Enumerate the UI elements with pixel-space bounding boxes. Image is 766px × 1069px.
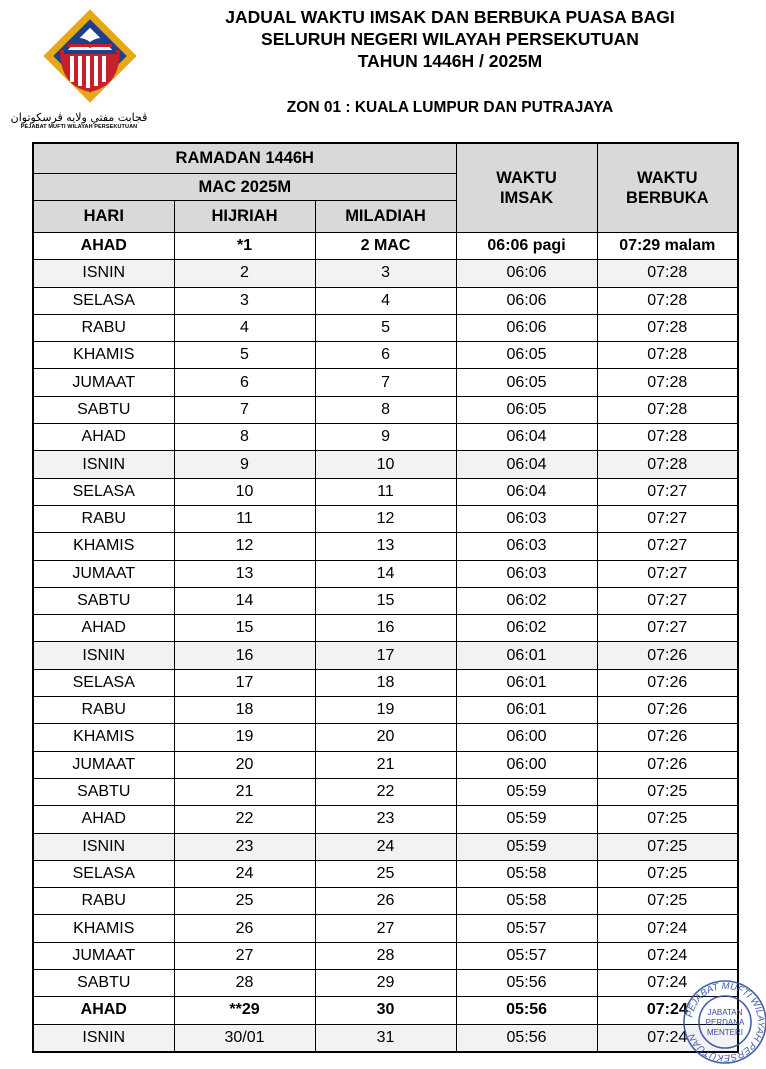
cell-hijri: *1 bbox=[174, 233, 315, 260]
cell-imsak: 05:56 bbox=[456, 997, 597, 1024]
cell-gregorian: 23 bbox=[315, 806, 456, 833]
cell-imsak: 06:04 bbox=[456, 424, 597, 451]
cell-gregorian: 7 bbox=[315, 369, 456, 396]
cell-hijri: 25 bbox=[174, 888, 315, 915]
cell-gregorian: 9 bbox=[315, 424, 456, 451]
cell-imsak: 06:01 bbox=[456, 642, 597, 669]
cell-imsak: 05:58 bbox=[456, 888, 597, 915]
cell-day: KHAMIS bbox=[33, 533, 174, 560]
cell-imsak: 05:59 bbox=[456, 778, 597, 805]
cell-berbuka: 07:26 bbox=[597, 724, 738, 751]
cell-day: RABU bbox=[33, 505, 174, 532]
cell-berbuka: 07:27 bbox=[597, 615, 738, 642]
cell-day: SELASA bbox=[33, 287, 174, 314]
cell-imsak: 06:05 bbox=[456, 369, 597, 396]
cell-berbuka: 07:25 bbox=[597, 888, 738, 915]
cell-berbuka: 07:26 bbox=[597, 751, 738, 778]
cell-hijri: 8 bbox=[174, 424, 315, 451]
cell-day: KHAMIS bbox=[33, 724, 174, 751]
cell-day: KHAMIS bbox=[33, 915, 174, 942]
table-row bbox=[33, 997, 738, 1024]
cell-day: RABU bbox=[33, 697, 174, 724]
cell-imsak: 06:06 bbox=[456, 260, 597, 287]
cell-hijri: 4 bbox=[174, 314, 315, 341]
header-berbuka-line1: WAKTU bbox=[637, 169, 698, 187]
cell-day: SELASA bbox=[33, 860, 174, 887]
table-row bbox=[33, 505, 738, 532]
cell-gregorian: 29 bbox=[315, 970, 456, 997]
cell-hijri: 18 bbox=[174, 697, 315, 724]
stamp-line-1: JABATAN bbox=[707, 1008, 743, 1017]
official-stamp bbox=[683, 975, 766, 1069]
cell-day: AHAD bbox=[33, 424, 174, 451]
logo-subtitle: PEJABAT MUFTI WILAYAH PERSEKUTUAN bbox=[20, 124, 138, 130]
title-line-2: SELURUH NEGERI WILAYAH PERSEKUTUAN bbox=[261, 29, 639, 49]
cell-hijri: 13 bbox=[174, 560, 315, 587]
table-row bbox=[33, 451, 738, 478]
table-row bbox=[33, 669, 738, 696]
header-gregorian-month: MAC 2025M bbox=[33, 174, 456, 201]
cell-day: SELASA bbox=[33, 669, 174, 696]
cell-imsak: 05:56 bbox=[456, 1024, 597, 1052]
cell-hijri: 10 bbox=[174, 478, 315, 505]
cell-hijri: 22 bbox=[174, 806, 315, 833]
cell-gregorian: 20 bbox=[315, 724, 456, 751]
cell-gregorian: 22 bbox=[315, 778, 456, 805]
cell-hijri: 21 bbox=[174, 778, 315, 805]
mufti-office-logo bbox=[30, 4, 150, 110]
cell-gregorian: 31 bbox=[315, 1024, 456, 1052]
cell-hijri: 20 bbox=[174, 751, 315, 778]
cell-hijri: 9 bbox=[174, 451, 315, 478]
cell-gregorian: 30 bbox=[315, 997, 456, 1024]
imsak-berbuka-table bbox=[32, 142, 739, 1053]
cell-imsak: 05:57 bbox=[456, 915, 597, 942]
zone-heading: ZON 01 : KUALA LUMPUR DAN PUTRAJAYA bbox=[286, 99, 614, 116]
header-day: HARI bbox=[33, 201, 174, 233]
cell-gregorian: 2 MAC bbox=[315, 233, 456, 260]
table-row bbox=[33, 806, 738, 833]
cell-day: JUMAAT bbox=[33, 942, 174, 969]
cell-gregorian: 19 bbox=[315, 697, 456, 724]
cell-gregorian: 3 bbox=[315, 260, 456, 287]
cell-hijri: 6 bbox=[174, 369, 315, 396]
table-row bbox=[33, 697, 738, 724]
cell-berbuka: 07:27 bbox=[597, 587, 738, 614]
cell-hijri: 3 bbox=[174, 287, 315, 314]
cell-hijri: 11 bbox=[174, 505, 315, 532]
cell-gregorian: 6 bbox=[315, 342, 456, 369]
cell-gregorian: 16 bbox=[315, 615, 456, 642]
cell-imsak: 06:06 bbox=[456, 287, 597, 314]
header-gregorian: MILADIAH bbox=[315, 201, 456, 233]
cell-berbuka: 07:27 bbox=[597, 505, 738, 532]
cell-day: JUMAAT bbox=[33, 560, 174, 587]
cell-imsak: 06:06 pagi bbox=[456, 233, 597, 260]
cell-day: ISNIN bbox=[33, 1024, 174, 1052]
cell-gregorian: 18 bbox=[315, 669, 456, 696]
cell-gregorian: 11 bbox=[315, 478, 456, 505]
table-row bbox=[33, 478, 738, 505]
table-row bbox=[33, 396, 738, 423]
header-imsak-line2: IMSAK bbox=[499, 189, 554, 207]
cell-imsak: 06:05 bbox=[456, 396, 597, 423]
cell-day: AHAD bbox=[33, 233, 174, 260]
cell-berbuka: 07:28 bbox=[597, 342, 738, 369]
title-line-3: TAHUN 1446H / 2025M bbox=[357, 51, 543, 71]
table-row bbox=[33, 587, 738, 614]
cell-gregorian: 17 bbox=[315, 642, 456, 669]
cell-day: SELASA bbox=[33, 478, 174, 505]
cell-day: KHAMIS bbox=[33, 342, 174, 369]
table-row bbox=[33, 287, 738, 314]
table-row bbox=[33, 942, 738, 969]
stamp-line-3: MENTERI bbox=[707, 1028, 743, 1037]
cell-day: ISNIN bbox=[33, 642, 174, 669]
cell-day: AHAD bbox=[33, 615, 174, 642]
cell-day: SABTU bbox=[33, 396, 174, 423]
cell-day: JUMAAT bbox=[33, 369, 174, 396]
cell-hijri: 28 bbox=[174, 970, 315, 997]
cell-berbuka: 07:24 bbox=[597, 915, 738, 942]
cell-berbuka: 07:25 bbox=[597, 806, 738, 833]
cell-berbuka: 07:27 bbox=[597, 533, 738, 560]
cell-berbuka: 07:27 bbox=[597, 560, 738, 587]
table-row bbox=[33, 888, 738, 915]
cell-hijri: 30/01 bbox=[174, 1024, 315, 1052]
cell-imsak: 06:00 bbox=[456, 751, 597, 778]
cell-berbuka: 07:28 bbox=[597, 369, 738, 396]
cell-gregorian: 5 bbox=[315, 314, 456, 341]
cell-imsak: 06:02 bbox=[456, 615, 597, 642]
table-row bbox=[33, 369, 738, 396]
cell-berbuka: 07:28 bbox=[597, 314, 738, 341]
cell-imsak: 06:03 bbox=[456, 533, 597, 560]
stamp-ring-text: PEJABAT MUFTI WILAYAH PERSEKUTUAN bbox=[684, 980, 766, 1064]
cell-imsak: 06:02 bbox=[456, 587, 597, 614]
header-berbuka bbox=[597, 143, 738, 233]
table-row bbox=[33, 424, 738, 451]
stamp-line-2: PERDANA bbox=[705, 1018, 745, 1027]
cell-berbuka: 07:26 bbox=[597, 642, 738, 669]
cell-gregorian: 25 bbox=[315, 860, 456, 887]
table-row bbox=[33, 751, 738, 778]
cell-imsak: 06:01 bbox=[456, 669, 597, 696]
cell-imsak: 06:04 bbox=[456, 478, 597, 505]
cell-berbuka: 07:28 bbox=[597, 260, 738, 287]
cell-berbuka: 07:28 bbox=[597, 451, 738, 478]
cell-berbuka: 07:28 bbox=[597, 396, 738, 423]
table-row bbox=[33, 778, 738, 805]
cell-day: RABU bbox=[33, 888, 174, 915]
cell-day: SABTU bbox=[33, 778, 174, 805]
logo-jawi-text: ڤجابت مفتي ولايه ڤرسكوتوان bbox=[10, 111, 148, 124]
cell-berbuka: 07:26 bbox=[597, 669, 738, 696]
cell-hijri: 24 bbox=[174, 860, 315, 887]
cell-imsak: 06:01 bbox=[456, 697, 597, 724]
cell-berbuka: 07:25 bbox=[597, 833, 738, 860]
table-row bbox=[33, 642, 738, 669]
cell-hijri: 12 bbox=[174, 533, 315, 560]
logo-caption bbox=[4, 112, 154, 131]
cell-imsak: 06:00 bbox=[456, 724, 597, 751]
table-row bbox=[33, 833, 738, 860]
cell-berbuka: 07:26 bbox=[597, 697, 738, 724]
cell-hijri: 2 bbox=[174, 260, 315, 287]
cell-berbuka: 07:24 bbox=[597, 970, 738, 997]
table-row bbox=[33, 533, 738, 560]
header-berbuka-line2: BERBUKA bbox=[626, 189, 709, 207]
cell-imsak: 05:59 bbox=[456, 833, 597, 860]
cell-day: ISNIN bbox=[33, 833, 174, 860]
table-row bbox=[33, 560, 738, 587]
cell-imsak: 06:04 bbox=[456, 451, 597, 478]
cell-hijri: 23 bbox=[174, 833, 315, 860]
cell-hijri: 17 bbox=[174, 669, 315, 696]
cell-day: JUMAAT bbox=[33, 751, 174, 778]
header-imsak bbox=[456, 143, 597, 233]
page-title bbox=[150, 6, 750, 72]
cell-hijri: 5 bbox=[174, 342, 315, 369]
cell-berbuka: 07:25 bbox=[597, 778, 738, 805]
cell-berbuka: 07:29 malam bbox=[597, 233, 738, 260]
cell-berbuka: 07:24 bbox=[597, 942, 738, 969]
cell-hijri: 15 bbox=[174, 615, 315, 642]
cell-hijri: **29 bbox=[174, 997, 315, 1024]
cell-berbuka: 07:28 bbox=[597, 287, 738, 314]
cell-day: ISNIN bbox=[33, 260, 174, 287]
header-imsak-line1: WAKTU bbox=[496, 169, 557, 187]
title-line-1: JADUAL WAKTU IMSAK DAN BERBUKA PUASA BAGI bbox=[225, 7, 675, 27]
table-row bbox=[33, 314, 738, 341]
cell-gregorian: 10 bbox=[315, 451, 456, 478]
cell-gregorian: 4 bbox=[315, 287, 456, 314]
table-row bbox=[33, 860, 738, 887]
table-row bbox=[33, 233, 738, 260]
header-hijri-month: RAMADAN 1446H bbox=[33, 143, 456, 174]
cell-berbuka: 07:24 bbox=[597, 997, 738, 1024]
cell-day: AHAD bbox=[33, 806, 174, 833]
cell-berbuka: 07:24 bbox=[597, 1024, 738, 1052]
cell-imsak: 06:03 bbox=[456, 560, 597, 587]
table-row bbox=[33, 724, 738, 751]
cell-imsak: 06:03 bbox=[456, 505, 597, 532]
cell-imsak: 06:05 bbox=[456, 342, 597, 369]
cell-gregorian: 14 bbox=[315, 560, 456, 587]
table-row bbox=[33, 615, 738, 642]
cell-hijri: 27 bbox=[174, 942, 315, 969]
cell-gregorian: 26 bbox=[315, 888, 456, 915]
cell-gregorian: 8 bbox=[315, 396, 456, 423]
cell-day: AHAD bbox=[33, 997, 174, 1024]
cell-gregorian: 13 bbox=[315, 533, 456, 560]
cell-imsak: 06:06 bbox=[456, 314, 597, 341]
cell-gregorian: 12 bbox=[315, 505, 456, 532]
cell-day: SABTU bbox=[33, 587, 174, 614]
table-row bbox=[33, 915, 738, 942]
cell-imsak: 05:57 bbox=[456, 942, 597, 969]
table-row bbox=[33, 970, 738, 997]
table-row bbox=[33, 342, 738, 369]
cell-gregorian: 28 bbox=[315, 942, 456, 969]
cell-day: ISNIN bbox=[33, 451, 174, 478]
cell-gregorian: 15 bbox=[315, 587, 456, 614]
cell-day: SABTU bbox=[33, 970, 174, 997]
cell-imsak: 05:58 bbox=[456, 860, 597, 887]
cell-day: RABU bbox=[33, 314, 174, 341]
cell-gregorian: 24 bbox=[315, 833, 456, 860]
table-row bbox=[33, 260, 738, 287]
cell-imsak: 05:56 bbox=[456, 970, 597, 997]
cell-hijri: 26 bbox=[174, 915, 315, 942]
cell-hijri: 19 bbox=[174, 724, 315, 751]
cell-hijri: 14 bbox=[174, 587, 315, 614]
table-row bbox=[33, 1024, 738, 1052]
cell-berbuka: 07:25 bbox=[597, 860, 738, 887]
cell-hijri: 7 bbox=[174, 396, 315, 423]
cell-gregorian: 27 bbox=[315, 915, 456, 942]
cell-berbuka: 07:28 bbox=[597, 424, 738, 451]
cell-berbuka: 07:27 bbox=[597, 478, 738, 505]
cell-imsak: 05:59 bbox=[456, 806, 597, 833]
header-hijri: HIJRIAH bbox=[174, 201, 315, 233]
cell-gregorian: 21 bbox=[315, 751, 456, 778]
cell-hijri: 16 bbox=[174, 642, 315, 669]
